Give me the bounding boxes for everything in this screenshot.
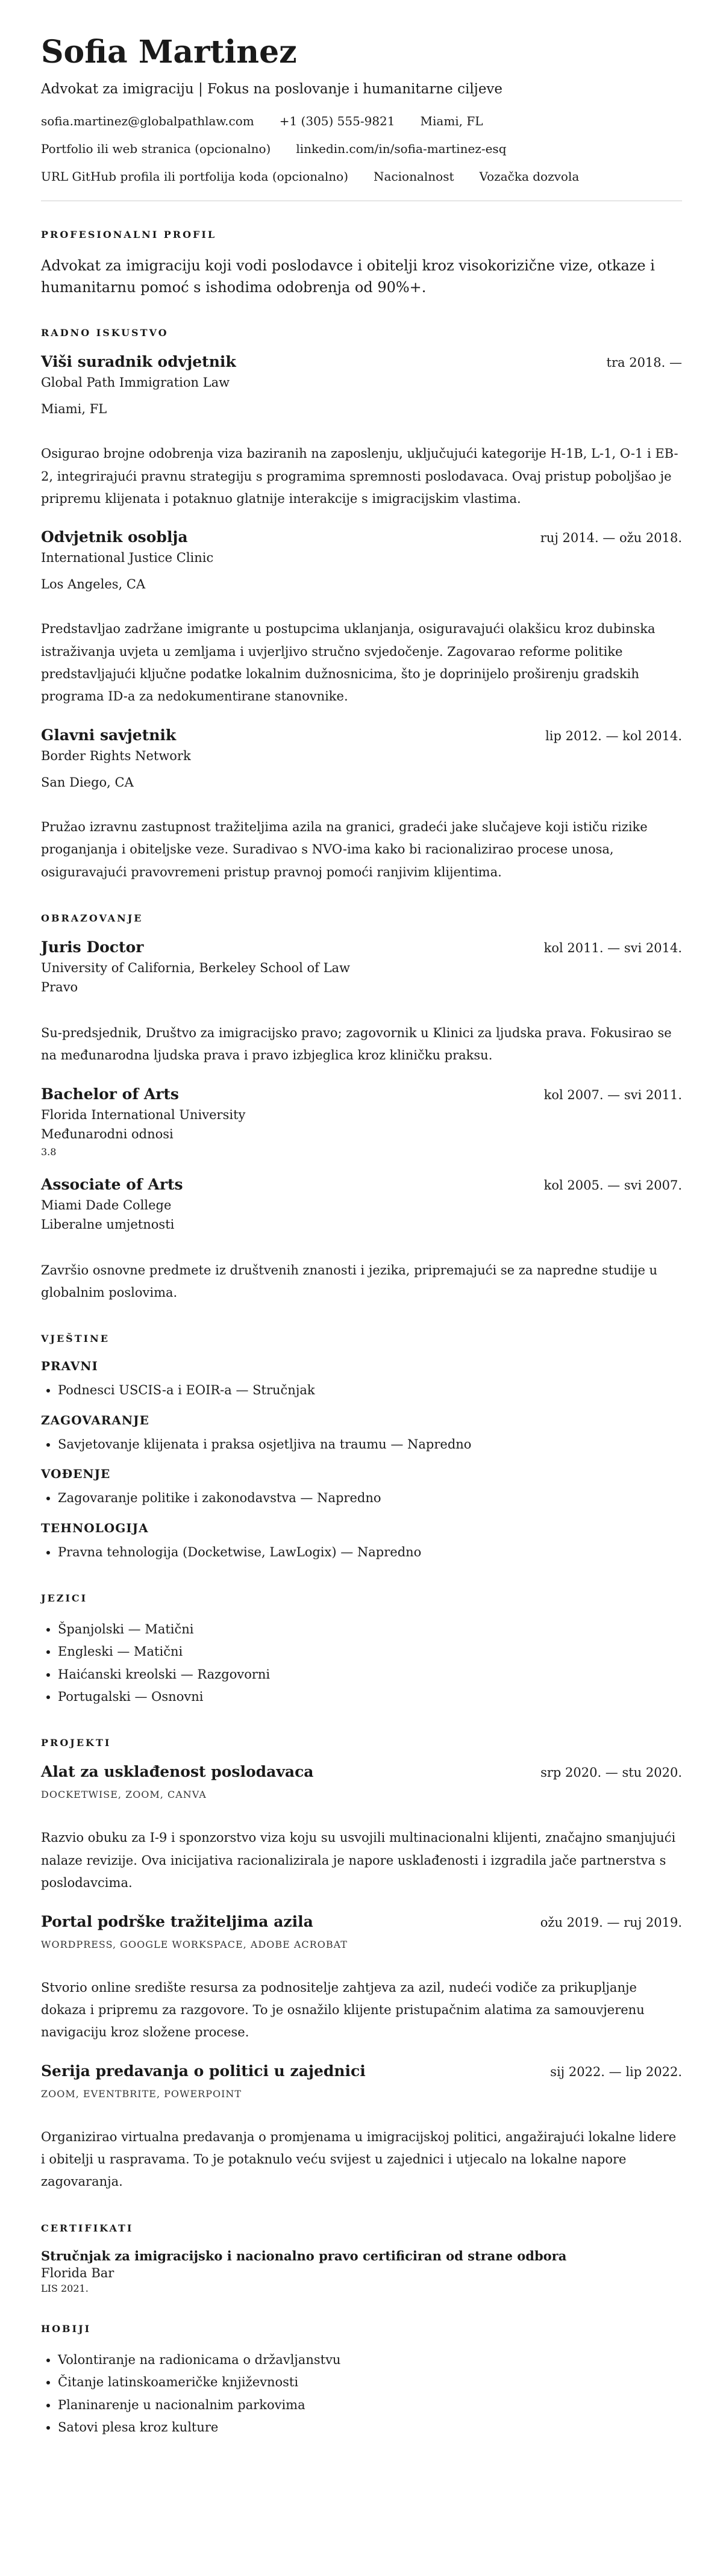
project-entry (41, 1763, 682, 1894)
degree-date: kol 2011. — svi 2014. (543, 940, 682, 955)
contact-row-3 (41, 169, 682, 184)
school-name: Miami Dade College (41, 1197, 172, 1212)
project-entry (41, 1913, 682, 2044)
skill-list (41, 1541, 682, 1564)
education-list (41, 938, 682, 1305)
job-date: lip 2012. — kol 2014. (545, 728, 682, 743)
experience-list (41, 353, 682, 884)
skill-item: • Savjetovanje klijenata i praksa osjetljiva na traumu — Napredno (58, 1433, 682, 1456)
education-entry (41, 938, 682, 1067)
skill-group-title: TEHNOLOGIJA (41, 1520, 149, 1535)
field-of-study: Pravo (41, 979, 78, 994)
contact-nationality: Nacionalnost (374, 169, 454, 184)
job-date: tra 2018. — (606, 355, 682, 370)
skill-item: • Zagovaranje politike i zakonodavstva — Napredno (58, 1487, 682, 1509)
certificate-date: LIS 2021. (41, 2282, 89, 2294)
section-title-certificates: CERTIFIKATI (41, 2222, 134, 2234)
section-title-projects: PROJEKTI (41, 1737, 111, 1749)
experience-entry (41, 353, 682, 510)
job-location: Miami, FL (41, 402, 107, 417)
headline: Advokat za imigraciju | Fokus na poslovanje i humanitarne ciljeve (41, 81, 503, 98)
job-title: Viši suradnik odvjetnik (41, 353, 236, 371)
section-title-hobbies: HOBIJI (41, 2322, 92, 2334)
project-date: sij 2022. — lip 2022. (550, 2064, 682, 2079)
project-description: Razvio obuku za I-9 i sponzorstvo viza koju su usvojili multinacionalni klijenti, značajno smanjujući nalaze revizije. Ova inicijativa racionalizirala je napore usklađenosti i izgradila jače partnerstva s poslodavcima. (41, 1830, 676, 1891)
job-title: Glavni savjetnik (41, 726, 177, 744)
degree-title: Associate of Arts (41, 1175, 183, 1193)
project-list (41, 1763, 682, 2193)
skill-group-title: VOĐENJE (41, 1467, 111, 1482)
education-entry (41, 1085, 682, 1158)
education-description: Završio osnovne predmete iz društvenih znanosti i jezika, pripremajući se za napredne studije u globalnim poslovima. (41, 1262, 658, 1300)
project-entry (41, 2062, 682, 2194)
job-location: San Diego, CA (41, 775, 134, 790)
certificate-issuer: Florida Bar (41, 2265, 114, 2280)
degree-title: Bachelor of Arts (41, 1085, 180, 1103)
section-title-experience: RADNO ISKUSTVO (41, 327, 169, 339)
project-name: Alat za usklađenost poslodavaca (41, 1763, 314, 1781)
project-date: ožu 2019. — ruj 2019. (540, 1915, 682, 1930)
job-date: ruj 2014. — ožu 2018. (540, 531, 682, 546)
contact-github[interactable]: URL GitHub profila ili portfolija koda (opcionalno) (41, 169, 349, 184)
hobby-item: • Planinarenje u nacionalnim parkovima (58, 2394, 682, 2416)
experience-entry (41, 726, 682, 884)
hobby-item: • Čitanje latinskoameričke književnosti (58, 2371, 682, 2394)
language-item: • Portugalski — Osnovni (58, 1686, 682, 1708)
project-tech: DOCKETWISE, ZOOM, CANVA (41, 1789, 207, 1801)
school-name: University of California, Berkeley School of Law (41, 960, 351, 975)
contact-portfolio[interactable]: Portfolio ili web stranica (opcionalno) (41, 142, 271, 157)
project-name: Portal podrške tražiteljima azila (41, 1912, 313, 1930)
job-title: Odvjetnik osoblja (41, 528, 188, 546)
job-description: Predstavljao zadržane imigrante u postupcima uklanjanja, osiguravajući olakšicu kroz dubinska istraživanja uvjeta u zemljama i uvjerljivo stručno svjedočenje. Zagovarao reforme politike predstavljajući ključne podatke lokalnim dužnosnicima, što je doprinijelo proširenju gradskih programa ID-a za nedokumentirane stanovnike. (41, 622, 656, 704)
candidate-name: Sofia Martinez (41, 34, 297, 70)
project-name: Serija predavanja o politici u zajednici (41, 2062, 366, 2080)
project-description: Stvorio online središte resursa za podnositelje zahtjeva za azil, nudeći vodiče za prikupljanje dokaza i pripremu za razgovore. To je osnažilo klijente pristupačnim alatima za samouvjerenu navigaciju kroz složene procese. (41, 1980, 645, 2040)
field-of-study: Međunarodni odnosi (41, 1126, 174, 1141)
project-description: Organizirao virtualna predavanja o promjenama u imigracijskoj politici, angažirajući lokalne lidere i obitelji u raspravama. To je potaknulo veću svijest u zajednici i utjecalo na lokalne napore zagovaranja. (41, 2129, 677, 2189)
contact-linkedin[interactable]: linkedin.com/in/sofia-martinez-esq (296, 142, 507, 157)
profile-summary: Advokat za imigraciju koji vodi poslodavce i obitelji kroz visokorizične vize, otkaze i humanitarnu pomoć s ishodima odobrenja od 90%+. (41, 257, 655, 296)
job-description: Osigurao brojne odobrenja viza baziranih na zaposlenju, uključujući kategorije H-1B, L-1, O-1 i EB-2, integrirajući pravnu strategiju s programima spremnosti poslodavaca. Ovaj pristup poboljšao je pripremu klijenata i potaknuo glatnije interakcije s imigracijskim vlastima. (41, 446, 678, 506)
skill-group-title: ZAGOVARANJE (41, 1412, 149, 1427)
education-description: Su-predsjednik, Društvo za imigracijsko pravo; zagovornik u Klinici za ljudska prava. Fokusirao se na međunarodna ljudska prava i pravo izbjeglica kroz kliničku praksu. (41, 1025, 672, 1063)
contact-license: Vozačka dozvola (479, 169, 580, 184)
education-entry (41, 1176, 682, 1305)
section-title-languages: JEZICI (41, 1592, 88, 1604)
hobby-item: • Satovi plesa kroz kulture (58, 2416, 682, 2439)
language-item: • Engleski — Matični (58, 1641, 682, 1663)
experience-entry (41, 528, 682, 708)
skill-list (41, 1433, 682, 1456)
project-date: srp 2020. — stu 2020. (540, 1765, 682, 1780)
language-list (41, 1618, 682, 1709)
contact-row-1 (41, 114, 682, 128)
job-employer: Border Rights Network (41, 748, 191, 763)
hobby-item: • Volontiranje na radionicama o državljanstvu (58, 2349, 682, 2371)
skill-list (41, 1379, 682, 1402)
contact-location: Miami, FL (420, 114, 483, 129)
skill-item: • Pravna tehnologija (Docketwise, LawLogix) — Napredno (58, 1541, 682, 1564)
certificate-entry (41, 2248, 682, 2294)
skills-groups (41, 1359, 682, 1564)
section-title-education: OBRAZOVANJE (41, 912, 143, 924)
project-tech: ZOOM, EVENTBRITE, POWERPOINT (41, 2088, 242, 2100)
skill-list (41, 1487, 682, 1509)
degree-title: Juris Doctor (41, 938, 144, 956)
contact-phone[interactable]: +1 (305) 555-9821 (279, 114, 395, 129)
job-employer: Global Path Immigration Law (41, 375, 230, 390)
project-tech: WORDPRESS, GOOGLE WORKSPACE, ADOBE ACROBAT (41, 1938, 348, 1950)
degree-date: kol 2005. — svi 2007. (543, 1177, 682, 1193)
degree-date: kol 2007. — svi 2011. (543, 1087, 682, 1102)
section-title-skills: VJEŠTINE (41, 1333, 110, 1345)
language-item: • Španjolski — Matični (58, 1618, 682, 1641)
job-description: Pružao izravnu zastupnost tražiteljima azila na granici, gradeći jake slučajeve koji ističu rizike proganjanja i obiteljske veze. Suradivao s NVO-ima kako bi racionalizirao procese unosa, osiguravajući pravovremeni pristup pravnoj pomoći ranjivim klijentima. (41, 819, 648, 879)
contact-email[interactable]: sofia.martinez@globalpathlaw.com (41, 114, 254, 129)
skill-item: • Podnesci USCIS-a i EOIR-a — Stručnjak (58, 1379, 682, 1402)
section-title-profile: PROFESIONALNI PROFIL (41, 229, 217, 241)
job-location: Los Angeles, CA (41, 577, 146, 592)
skill-group-title: PRAVNI (41, 1359, 98, 1374)
certificate-name: Stručnjak za imigracijsko i nacionalno pravo certificiran od strane odbora (41, 2248, 567, 2263)
contact-row-2 (41, 142, 682, 156)
field-of-study: Liberalne umjetnosti (41, 1217, 175, 1232)
language-item: • Haićanski kreolski — Razgovorni (58, 1664, 682, 1686)
school-name: Florida International University (41, 1107, 246, 1122)
hobby-list (41, 2349, 682, 2439)
gpa-value: 3.8 (41, 1146, 57, 1158)
job-employer: International Justice Clinic (41, 550, 214, 566)
